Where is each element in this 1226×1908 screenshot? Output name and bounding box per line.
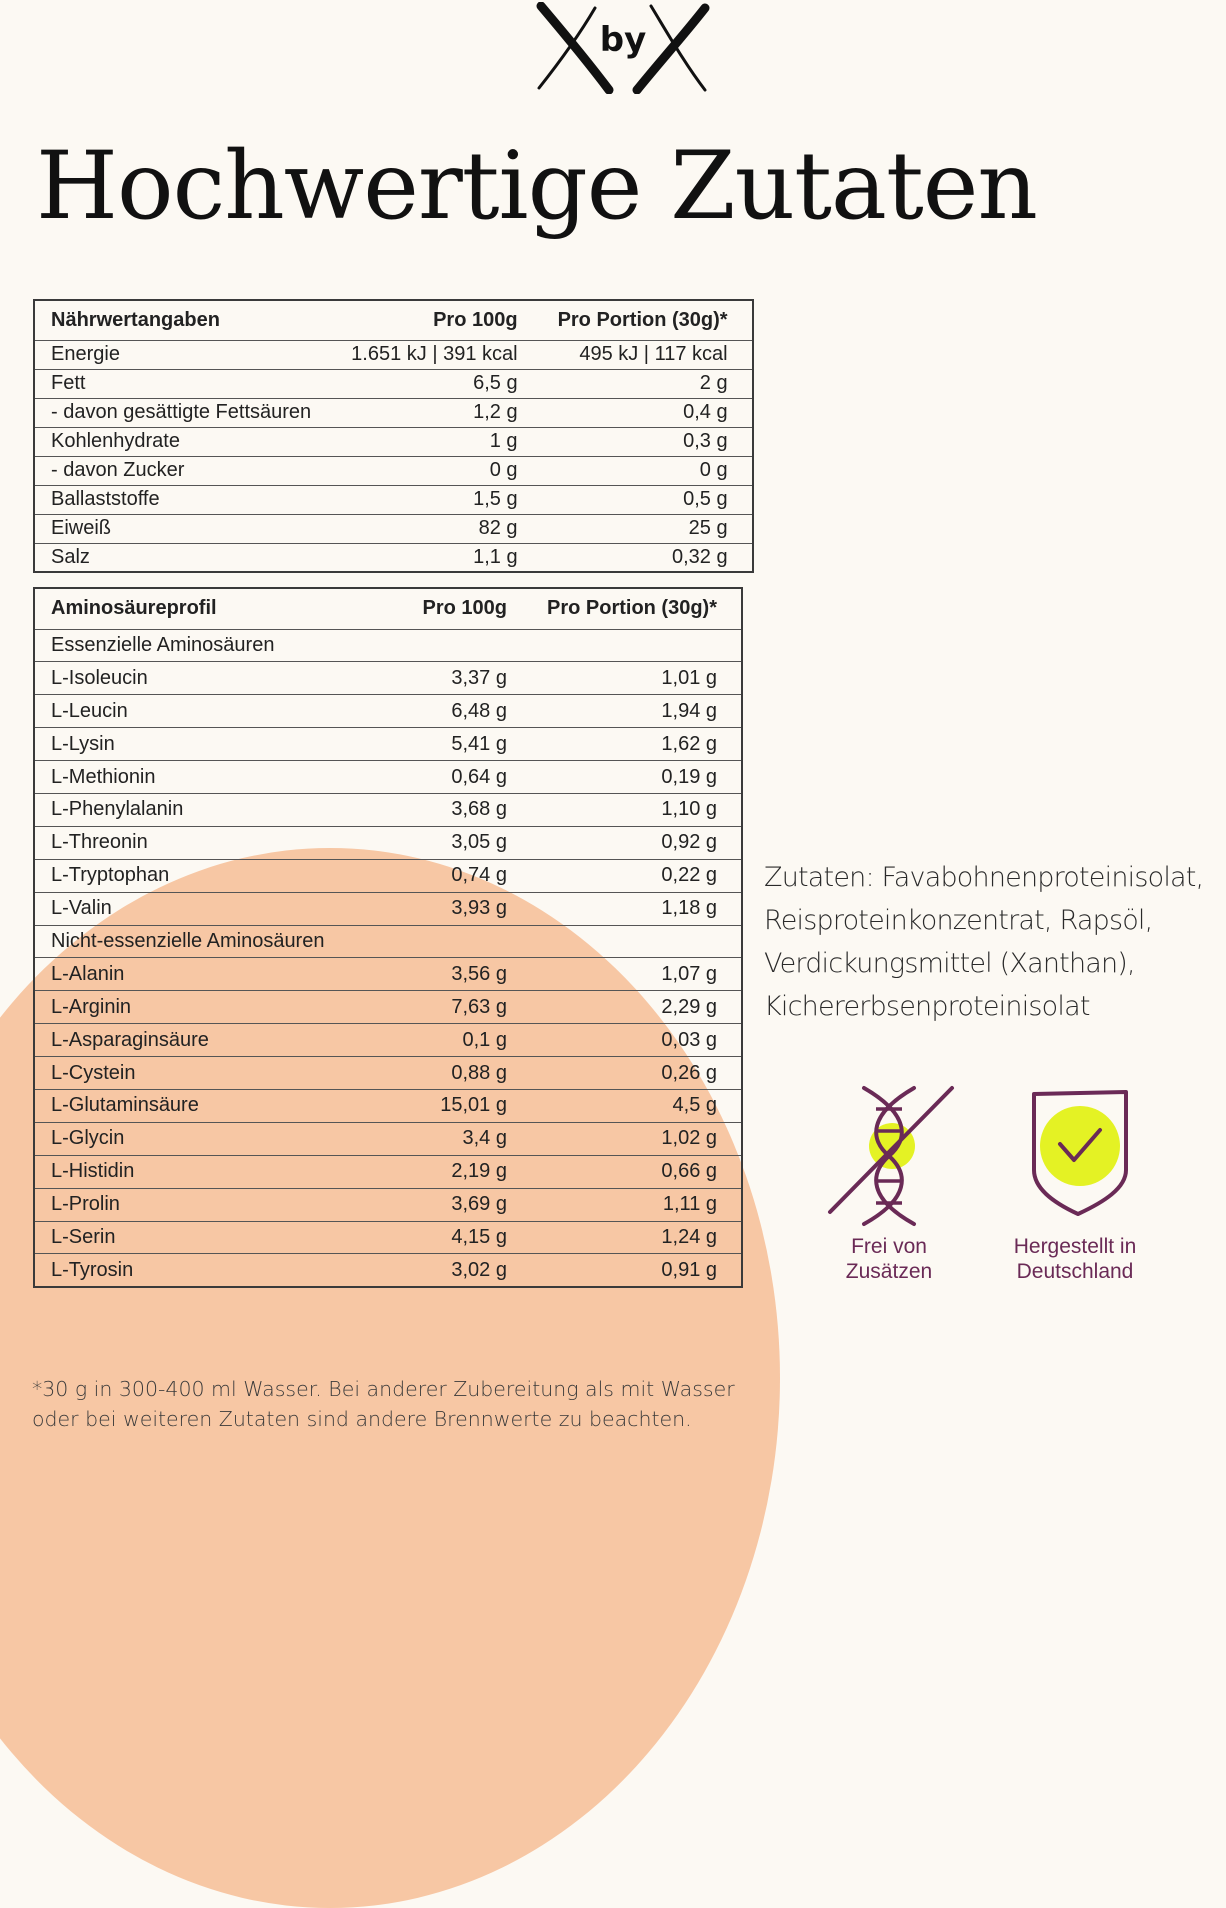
badge-made-in-germany — [1000, 1084, 1150, 1284]
table-row — [34, 826, 742, 859]
row-value: 0,3 g — [542, 427, 753, 456]
row-value: 0,1 g — [333, 1024, 531, 1057]
table-row — [34, 695, 742, 728]
row-value: 2,29 g — [531, 991, 742, 1024]
row-value: 1,18 g — [531, 892, 742, 925]
ingredients-line: Zutaten: Favabohnenproteinisolat, — [764, 862, 1204, 893]
table-header-row — [34, 300, 753, 340]
ingredients-line: Kichererbsenproteinisolat — [764, 991, 1090, 1022]
table-row — [34, 728, 742, 761]
row-label: L-Tyrosin — [51, 1258, 134, 1281]
table-row — [34, 1024, 742, 1057]
row-value: 1,24 g — [531, 1221, 742, 1254]
table-row — [34, 761, 742, 794]
row-value: 495 kJ | 117 kcal — [542, 340, 753, 369]
row-value: 0 g — [335, 456, 541, 485]
row-label: L-Alanin — [34, 958, 333, 991]
table-row — [34, 340, 753, 369]
row-value: 0,5 g — [542, 485, 753, 514]
row-value: 5,41 g — [333, 728, 531, 761]
badge-free-of-additives — [814, 1084, 964, 1284]
column-header: Pro 100g — [333, 588, 531, 629]
row-value: 0,32 g — [671, 545, 728, 568]
footnote-line: *30 g in 300-400 ml Wasser. Bei anderer Zubereitung als mit Wasser — [32, 1377, 735, 1401]
row-value: 0,19 g — [531, 761, 742, 794]
row-value: 7,63 g — [333, 991, 531, 1024]
row-label: L-Isoleucin — [34, 662, 333, 695]
row-label: L-Arginin — [34, 991, 333, 1024]
row-label: L-Histidin — [34, 1155, 333, 1188]
row-value: 0,92 g — [531, 826, 742, 859]
row-label: L-Glycin — [34, 1122, 333, 1155]
section-label: Nicht-essenzielle Aminosäuren — [34, 925, 742, 958]
table-header-row — [34, 588, 742, 629]
row-value: 1.651 kJ | 391 kcal — [335, 340, 541, 369]
row-value: 3,05 g — [333, 826, 531, 859]
row-value: 0,74 g — [333, 859, 531, 892]
row-value: 0,64 g — [333, 761, 531, 794]
table-row — [34, 892, 742, 925]
row-label: L-Asparaginsäure — [34, 1024, 333, 1057]
row-label: L-Glutaminsäure — [34, 1089, 333, 1122]
row-value: 6,5 g — [335, 369, 541, 398]
table-row — [34, 427, 753, 456]
column-header: Pro 100g — [335, 300, 541, 340]
row-value: 3,68 g — [333, 793, 531, 826]
row-value: 0,4 g — [542, 398, 753, 427]
row-value: 1,2 g — [335, 398, 541, 427]
ingredients-text — [764, 856, 1226, 1028]
badge-label: Hergestellt in — [1013, 1235, 1137, 1258]
row-value: 6,48 g — [333, 695, 531, 728]
row-label: L-Valin — [34, 892, 333, 925]
row-value: 4,15 g — [333, 1221, 531, 1254]
logo-by-text: by — [599, 20, 647, 60]
column-header: Pro Portion (30g)* — [531, 588, 742, 629]
row-value: 3,93 g — [333, 892, 531, 925]
ingredients-line: Reisproteinkonzentrat, Rapsöl, — [764, 905, 1153, 936]
column-header: Nährwertangaben — [34, 300, 335, 340]
row-value: 15,01 g — [333, 1089, 531, 1122]
row-value: 1,02 g — [531, 1122, 742, 1155]
table-row — [34, 1221, 742, 1254]
row-label: L-Serin — [34, 1221, 333, 1254]
row-label: L-Cystein — [34, 1057, 333, 1090]
table-row — [34, 1155, 742, 1188]
row-value: 1,5 g — [335, 485, 541, 514]
column-header: Pro Portion (30g)* — [542, 300, 753, 340]
footnote-line: oder bei weiteren Zutaten sind andere Brennwerte zu beachten. — [32, 1407, 692, 1431]
row-value: 1 g — [335, 427, 541, 456]
table-row — [34, 1188, 742, 1221]
row-value: 82 g — [335, 514, 541, 543]
table-row — [34, 456, 753, 485]
table-row — [34, 543, 753, 572]
row-label: Eiweiß — [34, 514, 335, 543]
row-label: - davon gesättigte Fettsäuren — [34, 398, 335, 427]
row-value: 1,11 g — [531, 1188, 742, 1221]
section-row — [34, 925, 742, 958]
row-value: 3,56 g — [333, 958, 531, 991]
table-row — [34, 958, 742, 991]
table-row — [34, 369, 753, 398]
ingredients-line: Verdickungsmittel (Xanthan), — [764, 948, 1135, 979]
row-label: L-Leucin — [34, 695, 333, 728]
row-label: L-Threonin — [34, 826, 333, 859]
row-value: 0,91 g — [661, 1258, 717, 1281]
row-label: L-Methionin — [34, 761, 333, 794]
row-value: 2,19 g — [333, 1155, 531, 1188]
row-value: 3,37 g — [333, 662, 531, 695]
table-row — [34, 398, 753, 427]
row-value: 4,5 g — [531, 1089, 742, 1122]
row-value: 0,26 g — [531, 1057, 742, 1090]
row-value: 0,88 g — [333, 1057, 531, 1090]
row-label: Fett — [34, 369, 335, 398]
table-row — [34, 1254, 742, 1287]
row-value: 1,62 g — [531, 728, 742, 761]
amino-acid-table — [33, 587, 743, 1288]
row-value: 0,66 g — [531, 1155, 742, 1188]
row-value: 0 g — [542, 456, 753, 485]
page-title: Hochwertige Zutaten — [36, 132, 1037, 241]
column-header: Aminosäureprofil — [34, 588, 333, 629]
table-row — [34, 662, 742, 695]
table-row — [34, 1122, 742, 1155]
section-label: Essenzielle Aminosäuren — [34, 629, 742, 662]
row-label: L-Lysin — [34, 728, 333, 761]
row-label: - davon Zucker — [34, 456, 335, 485]
footnote — [32, 1374, 772, 1434]
badge-label: Frei von — [851, 1235, 927, 1258]
row-value: 3,69 g — [333, 1188, 531, 1221]
table-row — [34, 485, 753, 514]
row-label: Energie — [34, 340, 335, 369]
row-label: Ballaststoffe — [34, 485, 335, 514]
shield-check-icon — [1000, 1084, 1150, 1234]
badge-label: Deutschland — [1016, 1260, 1134, 1283]
table-row — [34, 859, 742, 892]
row-value: 3,02 g — [451, 1258, 507, 1281]
row-label: Salz — [51, 545, 90, 568]
row-value: 1,01 g — [531, 662, 742, 695]
dna-crossed-icon — [814, 1084, 964, 1234]
table-row — [34, 514, 753, 543]
row-value: 25 g — [542, 514, 753, 543]
nutrition-table — [33, 299, 754, 573]
brand-logo — [533, 2, 713, 94]
row-label: L-Tryptophan — [34, 859, 333, 892]
row-value: 2 g — [542, 369, 753, 398]
row-label: Kohlenhydrate — [34, 427, 335, 456]
row-value: 1,94 g — [531, 695, 742, 728]
row-value: 1,1 g — [473, 545, 518, 568]
section-row — [34, 629, 742, 662]
table-row — [34, 1089, 742, 1122]
row-value: 3,4 g — [333, 1122, 531, 1155]
row-value: 0,22 g — [531, 859, 742, 892]
row-label: L-Prolin — [34, 1188, 333, 1221]
row-label: L-Phenylalanin — [34, 793, 333, 826]
table-row — [34, 793, 742, 826]
badge-label: Zusätzen — [845, 1260, 933, 1283]
row-value: 1,10 g — [531, 793, 742, 826]
row-value: 0,03 g — [531, 1024, 742, 1057]
table-row — [34, 1057, 742, 1090]
row-value: 1,07 g — [531, 958, 742, 991]
table-row — [34, 991, 742, 1024]
